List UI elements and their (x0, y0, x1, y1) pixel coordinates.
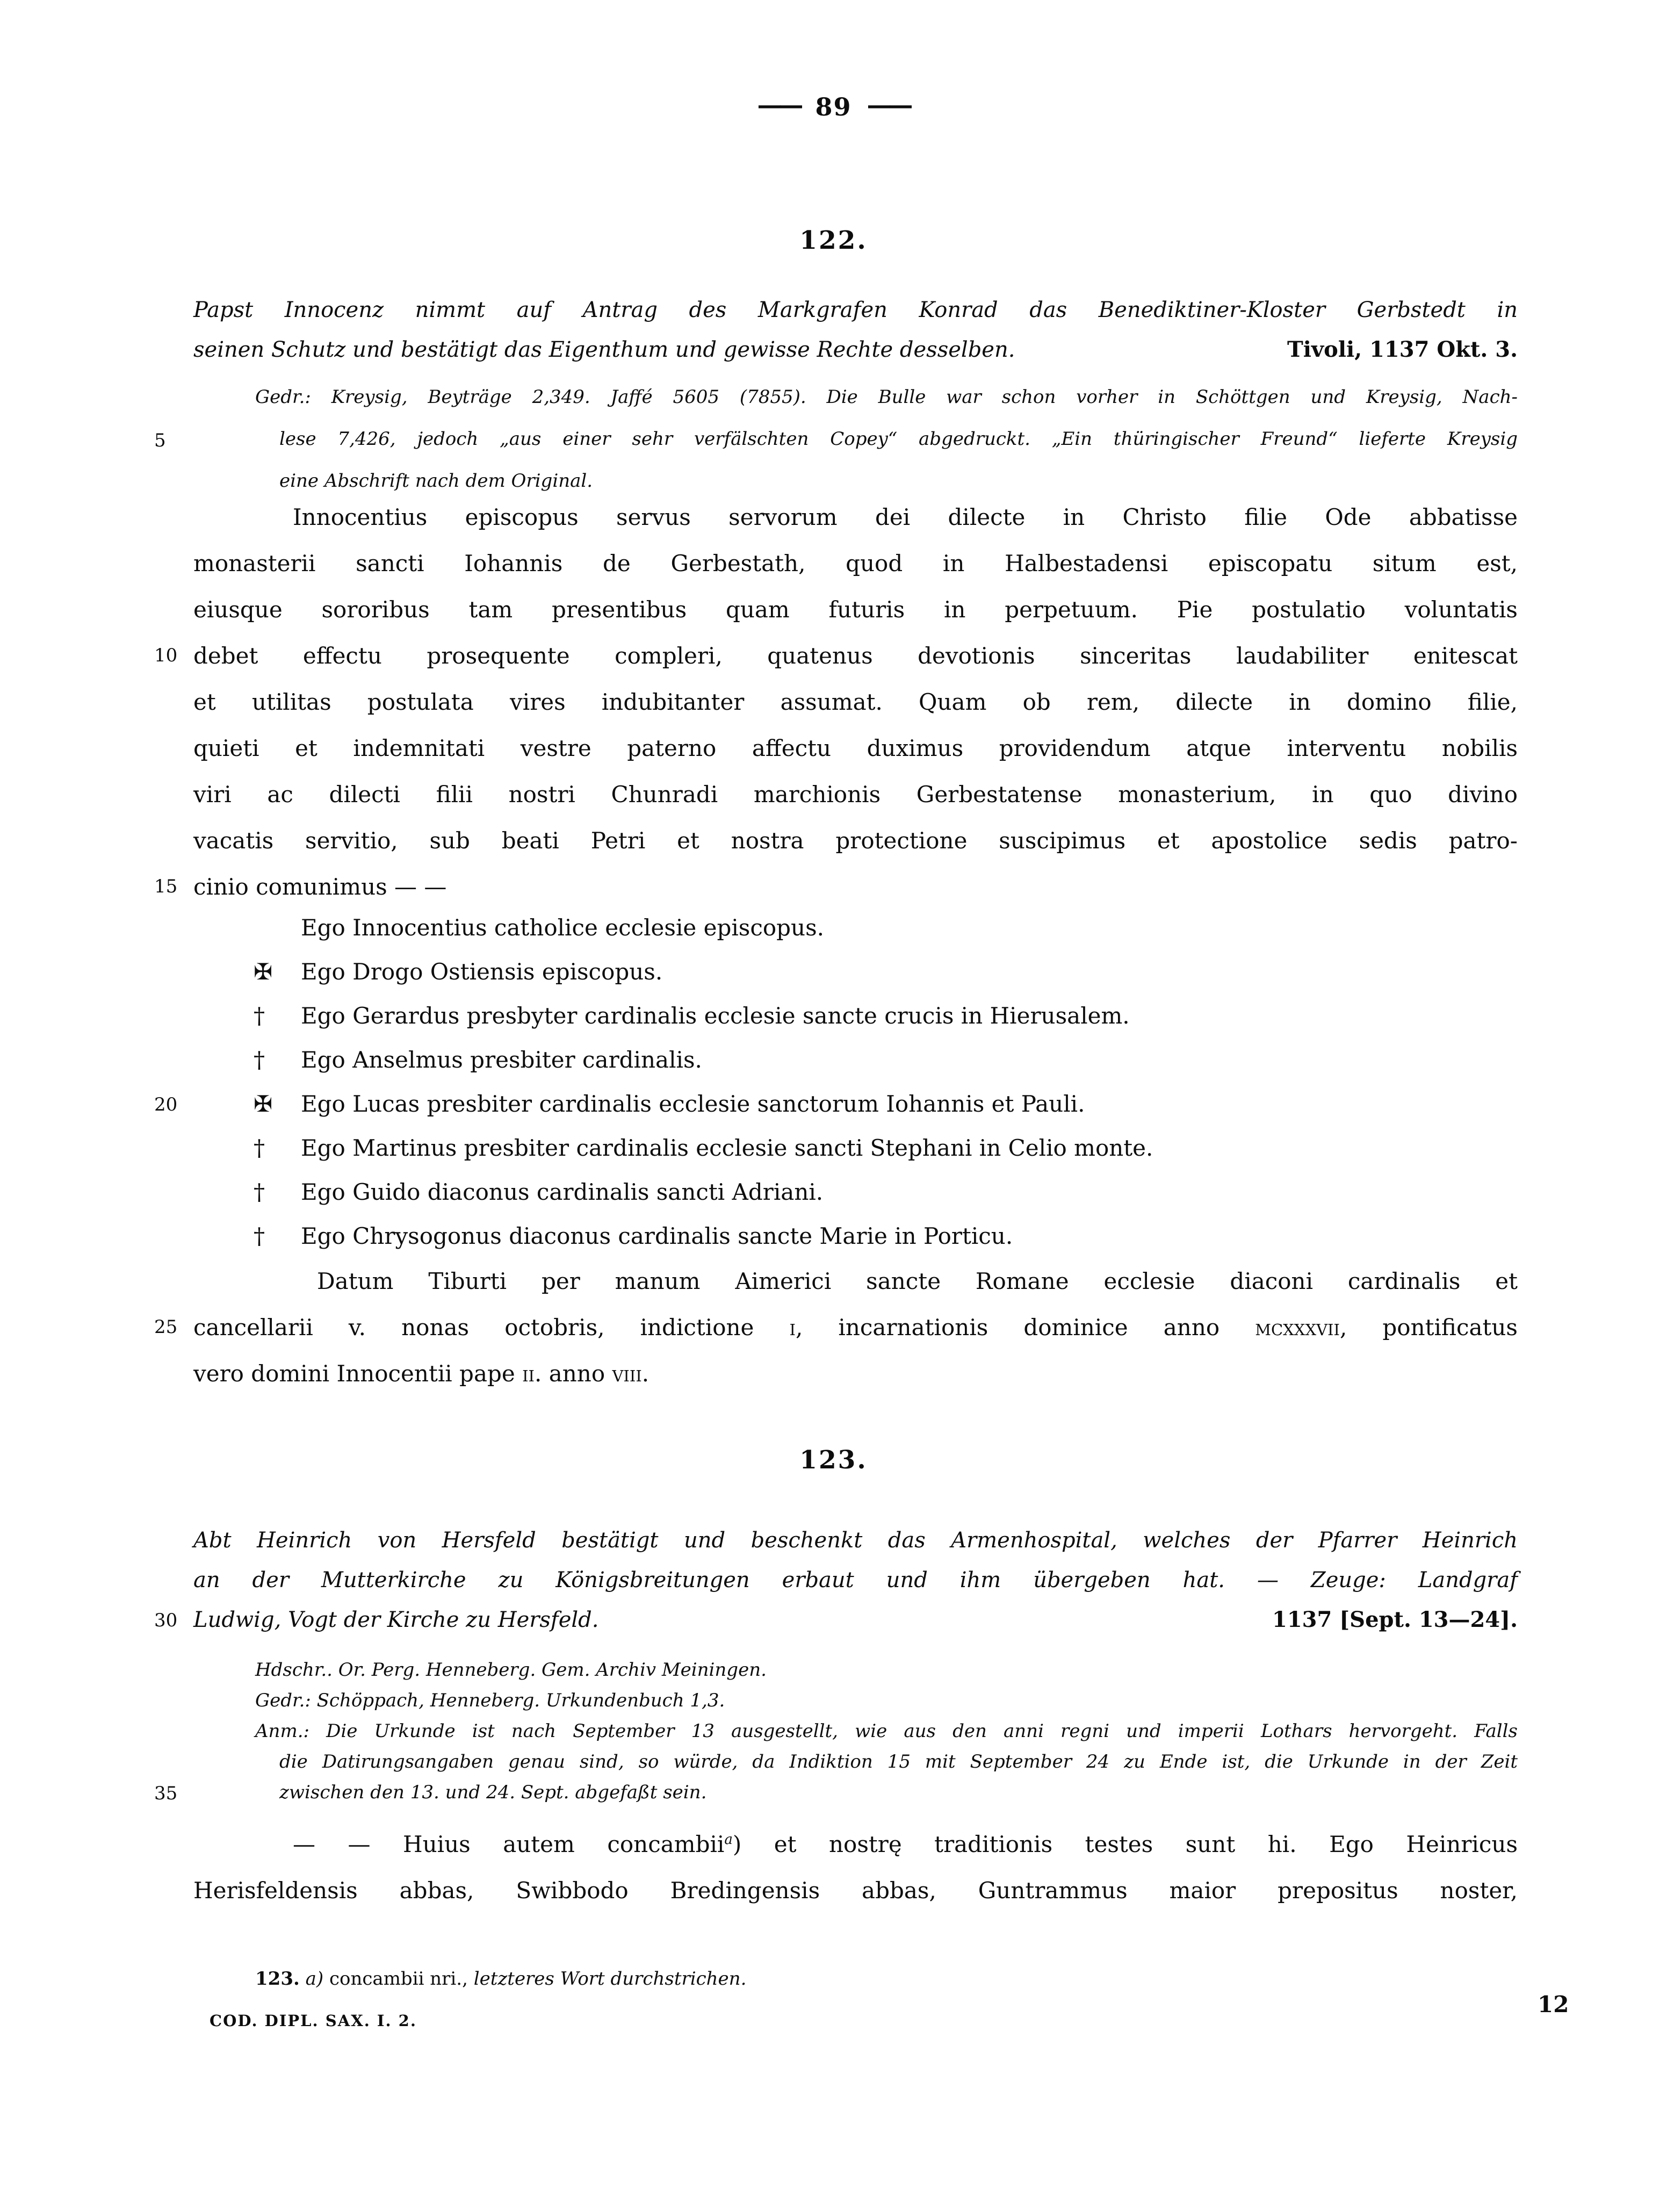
apparatus-footnote (255, 1965, 1518, 1992)
text-line: Datum Tiburti per manum Aimerici sancte Romane ecclesie diaconi cardinalis et (317, 1268, 1518, 1294)
roman-numeral: viii (612, 1360, 642, 1387)
cross-icon: ✠ (254, 1091, 273, 1117)
page-header (0, 92, 1667, 121)
subscription-line (254, 950, 1518, 994)
charter-123-text (193, 1821, 1518, 1914)
datum-text: cancellarii v. nonas octobris, indictione (193, 1314, 790, 1341)
charter-123-regest (193, 1521, 1518, 1640)
note-line: Gedr.: Kreysig, Beyträge 2,349. Jaffé 5605 (7855). Die Bulle war schon vorher in Schöttgen und Kreysig, Nach- (255, 386, 1518, 408)
footnote-number: 123. (255, 1968, 300, 1990)
footnote-text-italic: letzteres Wort durchstrichen. (473, 1968, 747, 1990)
regest-line: Papst Innocenz nimmt auf Antrag des Markgrafen Konrad das Benediktiner-Kloster Gerbstedt in (193, 298, 1518, 322)
subscription-text: Ego Innocentius catholice ecclesie episcopus. (301, 914, 824, 941)
cross-icon: † (254, 1179, 265, 1205)
regest-line (193, 1600, 1518, 1640)
body-text: — — Huius autem concambii (293, 1831, 725, 1857)
text-line: et utilitas postulata vires indubitanter assumat. Quam ob rem, dilecte in domino filie, (193, 689, 1518, 715)
regest-text: seinen Schutz und bestätigt das Eigenthum und gewisse Rechte desselben. (193, 337, 1015, 362)
cross-icon: † (254, 1135, 265, 1161)
subscription-line (254, 1214, 1518, 1258)
subscription-text: Ego Drogo Ostiensis episcopus. (301, 959, 663, 985)
margin-line-number: 30 (154, 1610, 178, 1631)
footnote-marker: a) (299, 1968, 329, 1990)
subscription-text: Ego Guido diaconus cardinalis sancti Adriani. (301, 1179, 824, 1205)
margin-line-number: 5 (154, 430, 166, 451)
charter-122-subscriptions (254, 906, 1518, 1258)
body-text: ) et nostrę traditionis testes sunt hi. Ego Heinricus (732, 1831, 1518, 1857)
subscription-line (254, 1126, 1518, 1170)
note-line: eine Abschrift nach dem Original. (279, 470, 593, 492)
subscription-text: Ego Anselmus presbiter cardinalis. (301, 1047, 702, 1073)
charter-122-date: Tivoli, 1137 Okt. 3. (1287, 337, 1518, 362)
charter-123-number: 123. (799, 1445, 868, 1475)
page-number: 89 (815, 92, 852, 121)
charter-122-number: 122. (799, 226, 868, 255)
text-line (193, 1305, 1518, 1351)
header-dash-right: —— (867, 90, 910, 119)
charter-122-text (193, 494, 1518, 910)
note-line: Gedr.: Schöppach, Henneberg. Urkundenbuch 1,3. (255, 1690, 725, 1711)
text-line: Innocentius episcopus servus servorum dei dilecte in Christo filie Ode abbatisse (293, 504, 1518, 530)
text-line: quieti et indemnitati vestre paterno affectu duximus providendum atque interventu nobilis (193, 735, 1518, 761)
subscription-line (254, 1170, 1518, 1214)
subscription-text: Ego Martinus presbiter cardinalis ecclesie sancti Stephani in Celio monte. (301, 1135, 1153, 1161)
text-line: eiusque sororibus tam presentibus quam futuris in perpetuum. Pie postulatio voluntatis (193, 596, 1518, 623)
note-line: Hdschr.. Or. Perg. Henneberg. Gem. Archiv Meiningen. (255, 1659, 767, 1681)
regest-text: Ludwig, Vogt der Kirche zu Hersfeld. (193, 1608, 599, 1632)
text-line: vacatis servitio, sub beati Petri et nostra protectione suscipimus et apostolice sedis patro- (193, 827, 1518, 854)
text-line: monasterii sancti Iohannis de Gerbestath, quod in Halbestadensi episcopatu situm est, (193, 550, 1518, 577)
margin-line-number: 20 (154, 1094, 178, 1115)
subscription-line (254, 1038, 1518, 1082)
regest-line: Abt Heinrich von Hersfeld bestätigt und beschenkt das Armenhospital, welches der Pfarrer Heinrich (193, 1528, 1518, 1553)
margin-line-number: 25 (154, 1316, 178, 1338)
text-line (193, 1351, 1518, 1397)
regest-line (193, 330, 1518, 370)
roman-numeral: ii (522, 1360, 535, 1387)
subscription-text: Ego Gerardus presbyter cardinalis ecclesie sancte crucis in Hierusalem. (301, 1003, 1130, 1029)
cross-icon: † (254, 1047, 265, 1073)
roman-numeral: i (789, 1314, 796, 1341)
margin-line-number: 15 (154, 876, 178, 897)
subscription-line (254, 1082, 1518, 1126)
footnote-text: concambii nri., (329, 1968, 474, 1990)
series-signature: COD. DIPL. SAX. I. 2. (210, 2012, 417, 2030)
text-line: viri ac dilecti filii nostri Chunradi marchionis Gerbestatense monasterium, in quo divino (193, 781, 1518, 808)
header-dash-left: —— (757, 90, 800, 119)
charter-123-date: 1137 [Sept. 13—24]. (1272, 1607, 1518, 1632)
datum-text: . (641, 1360, 650, 1387)
datum-text: , incarnationis dominice anno (795, 1314, 1255, 1341)
subscription-text: Ego Chrysogonus diaconus cardinalis sancte Marie in Porticu. (301, 1223, 1013, 1249)
sheet-number: 12 (1538, 1991, 1569, 2018)
charter-122-print-note (255, 376, 1518, 502)
footnote-marker: a (724, 1832, 733, 1848)
text-line: Herisfeldensis abbas, Swibbodo Bredingensis abbas, Guntrammus maior prepositus noster, (193, 1877, 1518, 1904)
cross-icon: ✠ (254, 959, 273, 985)
note-line: zwischen den 13. und 24. Sept. abgefaßt sein. (279, 1782, 707, 1803)
subscription-text: Ego Lucas presbiter cardinalis ecclesie sanctorum Iohannis et Pauli. (301, 1091, 1085, 1117)
datum-text: vero domini Innocentii pape (193, 1360, 523, 1387)
margin-line-number: 35 (154, 1783, 178, 1804)
text-line (193, 1821, 1518, 1868)
note-line: die Datirungsangaben genau sind, so würde, da Indiktion 15 mit September 24 zu Ende ist, die Urkunde in der Zeit (279, 1751, 1518, 1773)
margin-line-number: 10 (154, 645, 178, 666)
note-line: Anm.: Die Urkunde ist nach September 13 ausgestellt, wie aus den anni regni und imperii Lothars hervorgeht. Falls (255, 1720, 1518, 1742)
charter-122-datum (193, 1258, 1518, 1397)
text-line: debet effectu prosequente compleri, quatenus devotionis sinceritas laudabiliter enitescat (193, 643, 1518, 669)
cross-icon: † (254, 1223, 265, 1249)
note-line: lese 7,426, jedoch „aus einer sehr verfälschten Copey“ abgedruckt. „Ein thüringischer Freund“ lieferte Kreysig (279, 428, 1518, 450)
datum-text: , pontificatus (1339, 1314, 1518, 1341)
subscription-line (254, 994, 1518, 1038)
charter-122-regest (193, 290, 1518, 370)
text-line: cinio comunimus — — (193, 874, 447, 900)
datum-text: . anno (535, 1360, 612, 1387)
regest-line: an der Mutterkirche zu Königsbreitungen erbaut und ihm übergeben hat. — Zeuge: Landgraf (193, 1568, 1518, 1593)
roman-numeral: mcxxxvii (1255, 1314, 1340, 1341)
cross-icon: † (254, 1003, 265, 1029)
charter-123-notes (255, 1655, 1518, 1808)
subscription-line (301, 906, 1518, 950)
